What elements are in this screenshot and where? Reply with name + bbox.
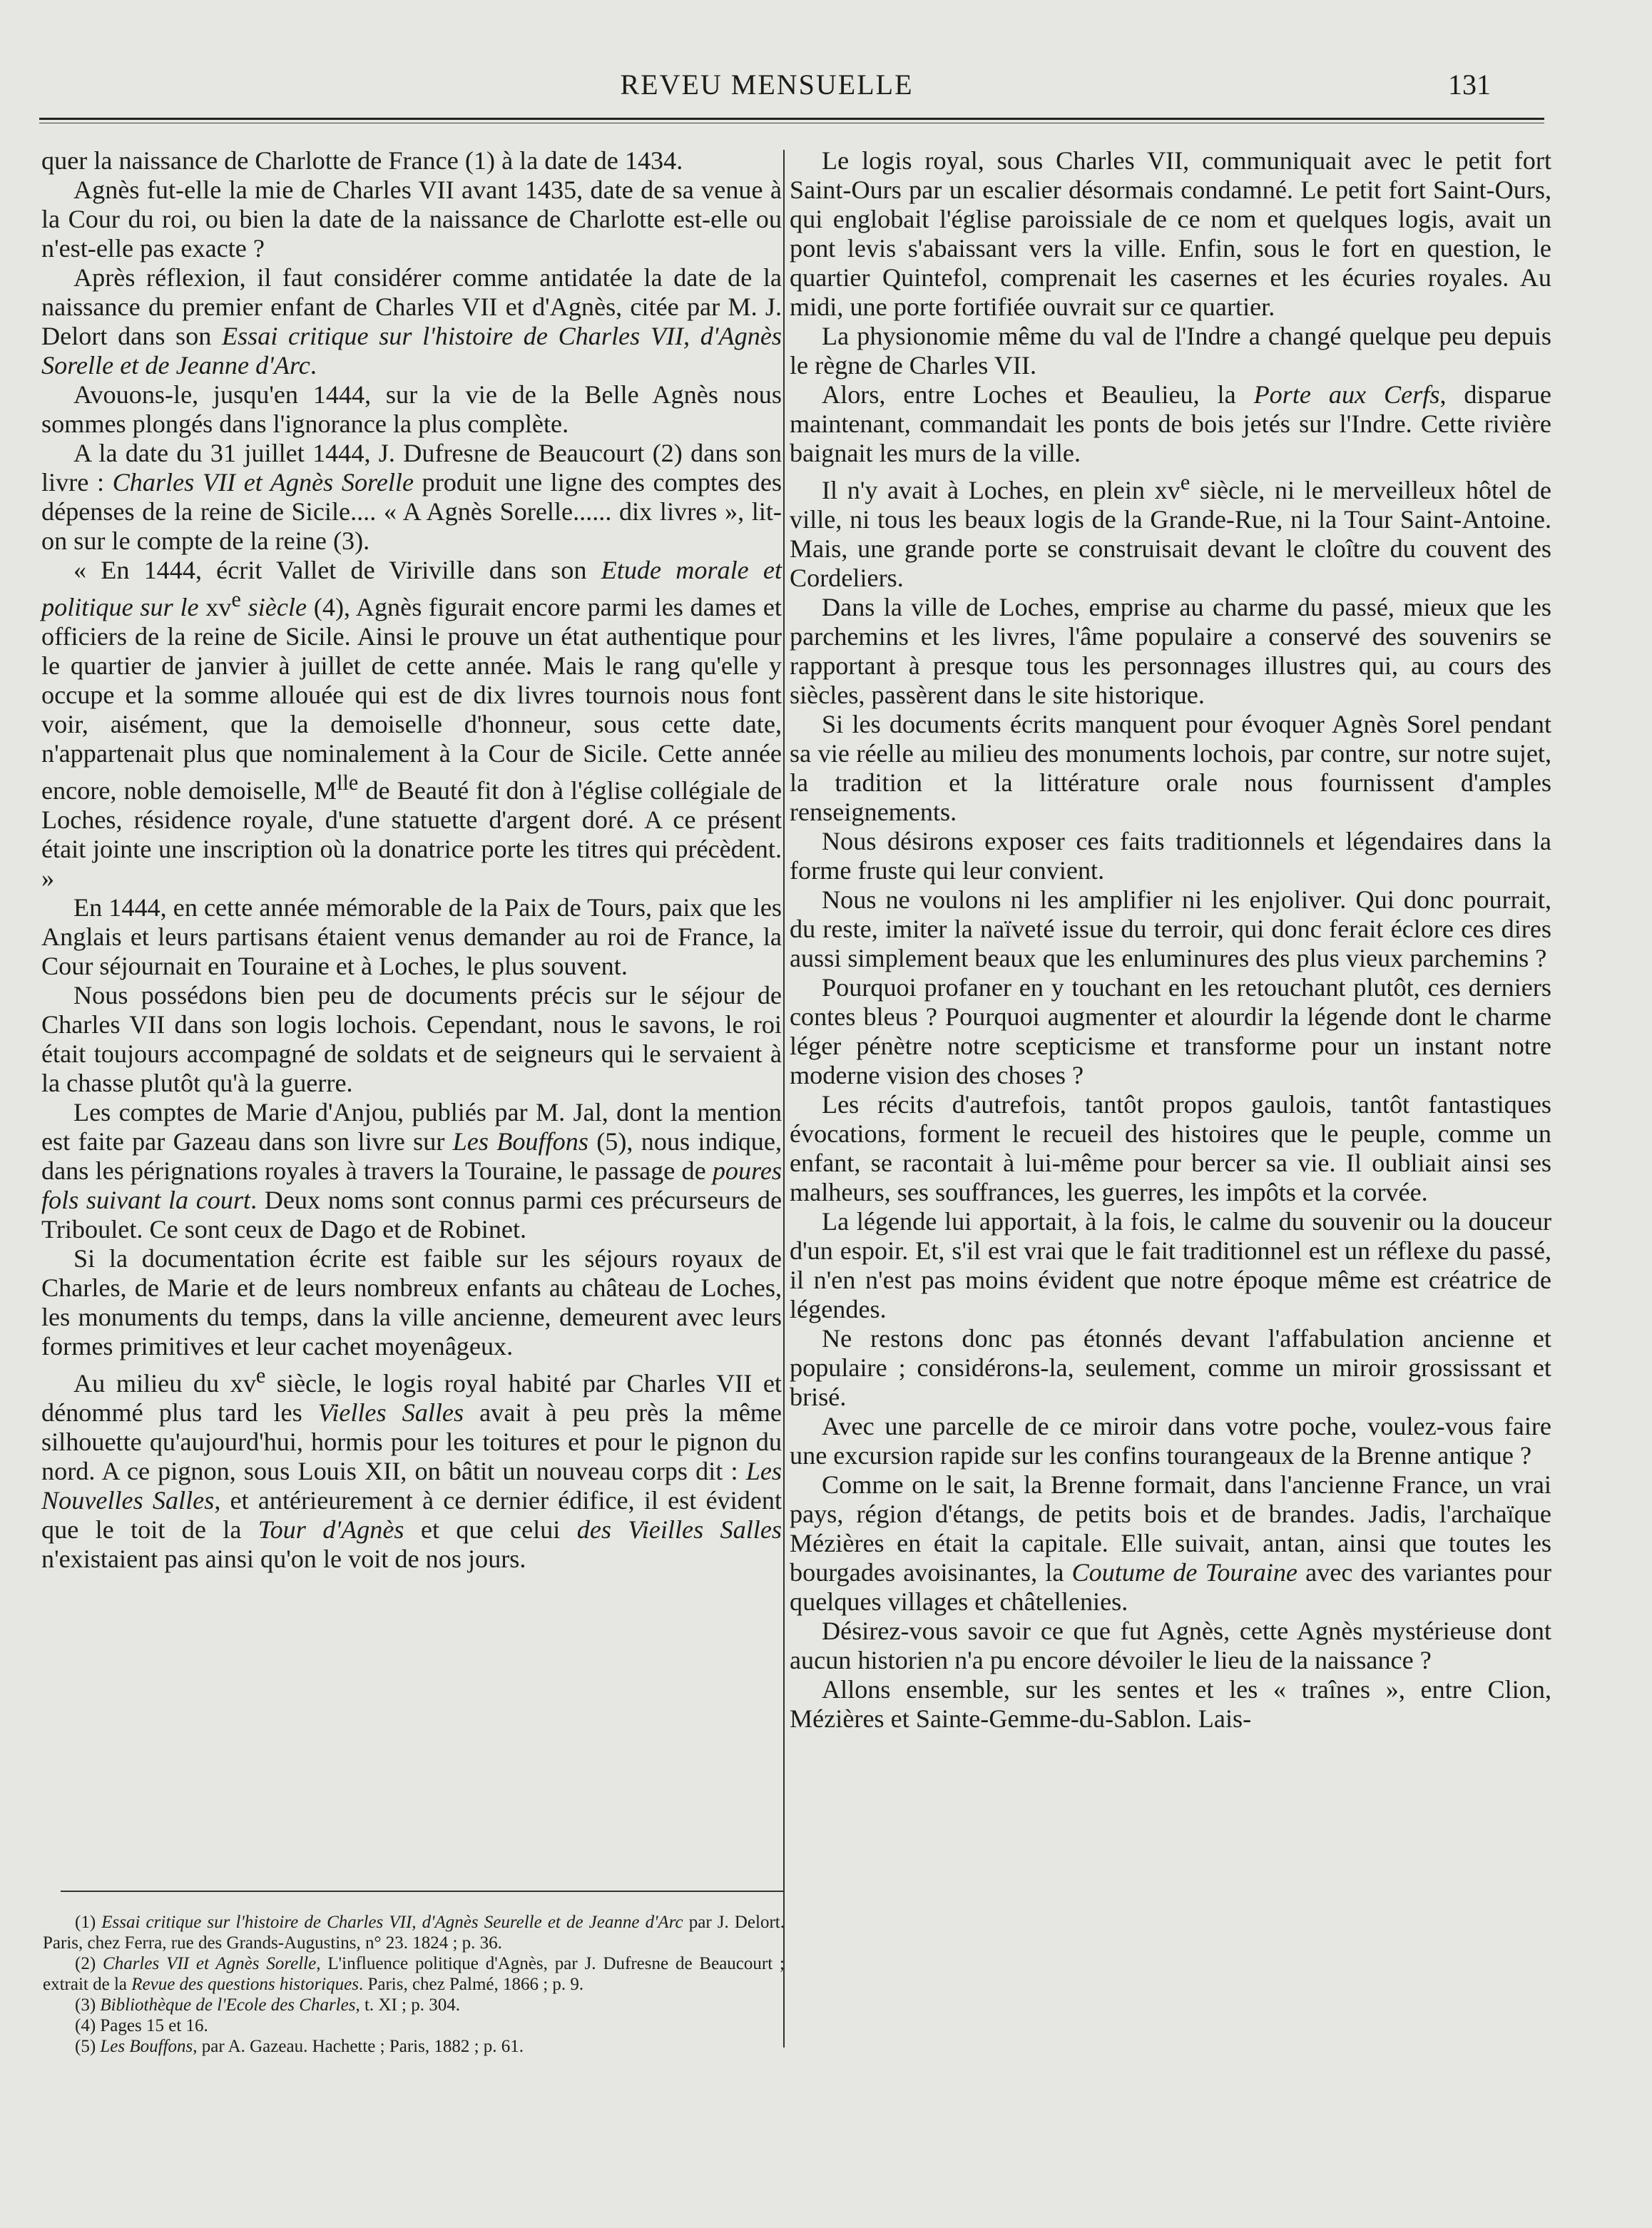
paragraph: Pourquoi profaner en y touchant en les retouchant plutôt, ces derniers contes bleus ? Pourquoi augmenter et alourdir la légende dont le charme léger pénètre notre scepticisme et transforme pour un instant notre moderne vision des choses ?: [790, 973, 1551, 1090]
paragraph: Les comptes de Marie d'Anjou, publiés par M. Jal, dont la mention est faite par Gazeau dans son livre sur Les Bouffons (5), nous indique, dans les pérignations royales à travers la Touraine, le passage de poures fols suivant la court. Deux noms sont connus parmi ces précurseurs de Triboulet. Ce sont ceux de Dago et de Robinet.: [41, 1098, 782, 1244]
column-divider: [783, 150, 785, 2048]
paragraph: Nous ne voulons ni les amplifier ni les enjoliver. Qui donc pourrait, du reste, imiter la naïveté issue du terroir, qui donc ferait éclore ces dires aussi simplement beaux que les enluminures des plus vieux parchemins ?: [790, 885, 1551, 973]
running-header: [43, 68, 1491, 111]
paragraph: La légende lui apportait, à la fois, le calme du souvenir ou la douceur d'un espoir. Et, s'il est vrai que le fait traditionnel est un réflexe du passé, il n'en n'est pas moins évident que notre époque même est créatrice de légendes.: [790, 1207, 1551, 1324]
paragraph: Désirez-vous savoir ce que fut Agnès, cette Agnès mystérieuse dont aucun historien n'a pu encore dévoiler le lieu de la naissance ?: [790, 1617, 1551, 1675]
paragraph: Agnès fut-elle la mie de Charles VII avant 1435, date de sa venue à la Cour du roi, ou bien la date de la naissance de Charlotte est-elle ou n'est-elle pas exacte ?: [41, 176, 782, 263]
footnotes: [43, 1912, 785, 2057]
paragraph: Au milieu du $xv^e$ siècle, le logis royal habité par Charles VII et dénommé plus tard les Vielles Salles avait à peu près la même silhouette qu'aujourd'hui, hormis pour les toitures et pour le pignon du nord. A ce pignon, sous Louis XII, on bâtit un nouveau corps dit : Les Nouvelles Salles, et antérieurement à ce dernier édifice, il est évident que le toit de la Tour d'Agnès et que celui des Vieilles Salles n'existaient pas ainsi qu'on le voit de nos jours.: [41, 1363, 782, 1574]
page-number: 131: [1448, 68, 1491, 101]
paragraph: Dans la ville de Loches, emprise au charme du passé, mieux que les parchemins et les livres, l'âme populaire a conservé des souvenirs se rapportant à presque tous les personnages illustres qui, au cours des siècles, passèrent dans le site historique.: [790, 593, 1551, 710]
paragraph: Avec une parcelle de ce miroir dans votre poche, voulez-vous faire une excursion rapide sur les confins tourangeaux de la Brenne antique ?: [790, 1412, 1551, 1470]
footnote: (1) Essai critique sur l'histoire de Charles VII, d'Agnès Seurelle et de Jeanne d'Arc par J. Delort. Paris, chez Ferra, rue des Grands-Augustins, n° 23. 1824 ; p. 36.: [43, 1913, 785, 1953]
right-column: [790, 146, 1551, 2201]
paragraph: Il n'y avait à Loches, en plein $xv^e$ siècle, ni le merveilleux hôtel de ville, ni tous les beaux logis de la Grande-Rue, ni la Tour Saint-Antoine. Mais, une grande porte se construisait devant le cloître du couvent des Cordeliers.: [790, 470, 1551, 593]
journal-title: REVEU MENSUELLE: [620, 68, 914, 101]
paragraph: Ne restons donc pas étonnés devant l'affabulation ancienne et populaire ; considérons-la, seulement, comme un miroir grossissant et brisé.: [790, 1324, 1551, 1412]
header-rule: [39, 118, 1544, 120]
footnote: (3) Bibliothèque de l'Ecole des Charles, t. XI ; p. 304.: [75, 1995, 460, 2015]
footnote: (5) Les Bouffons, par A. Gazeau. Hachette ; Paris, 1882 ; p. 61.: [75, 2037, 524, 2056]
paragraph: « En 1444, écrit Vallet de Viriville dans son Etude morale et politique sur le $xv^e$ siècle (4), Agnès figurait encore parmi les dames et officiers de la reine de Sicile. Ainsi le prouve un état authentique pour le quartier de janvier à juillet de cette année. Mais le rang qu'elle y occupe et la somme allouée qui est de dix livres tournois nous font voir, aisément, que la demoiselle d'honneur, sous cette date, n'appartenait plus que nominalement à la Cour de Sicile. Cette année encore, noble demoiselle, $M^{lle}$ de Beauté fit don à l'église collégiale de Loches, résidence royale, d'une statuette d'argent doré. A ce présent était jointe une inscription où la donatrice porte les titres qui précèdent. »: [41, 556, 782, 893]
footnote: (2) Charles VII et Agnès Sorelle, L'influence politique d'Agnès, par J. Dufresne de Beaucourt ; extrait de la Revue des questions historiques. Paris, chez Palmé, 1866 ; p. 9.: [43, 1954, 785, 1994]
paragraph: Allons ensemble, sur les sentes et les « traînes », entre Clion, Mézières et Sainte-Gemme-du-Sablon. Lais-: [790, 1675, 1551, 1734]
paragraph: En 1444, en cette année mémorable de la Paix de Tours, paix que les Anglais et leurs partisans étaient venus demander au roi de France, la Cour séjournait en Touraine et à Loches, le plus souvent.: [41, 893, 782, 981]
paragraph: Le logis royal, sous Charles VII, communiquait avec le petit fort Saint-Ours par un escalier désormais condamné. Le petit fort Saint-Ours, qui englobait l'église paroissiale de ce nom et quelques logis, avait un pont levis s'abaissant vers la ville. Enfin, sous le fort en question, le quartier Quintefol, comprenait les casernes et les écuries royales. Au midi, une porte fortifiée ouvrait sur ce quartier.: [790, 146, 1551, 321]
paragraph: Si la documentation écrite est faible sur les séjours royaux de Charles, de Marie et de leurs nombreux enfants au château de Loches, les monuments du temps, dans la ville ancienne, demeurent avec leurs formes primitives et leur cachet moyenâgeux.: [41, 1244, 782, 1361]
paragraph: Avouons-le, jusqu'en 1444, sur la vie de la Belle Agnès nous sommes plongés dans l'ignorance la plus complète.: [41, 380, 782, 438]
paragraph: Comme on le sait, la Brenne formait, dans l'ancienne France, un vrai pays, région d'étangs, de petits bois et de brandes. Jadis, l'archaïque Mézières en était la capitale. Elle suivait, antan, ainsi que toutes les bourgades avoisinantes, la Coutume de Touraine avec des variantes pour quelques villages et châtellenies.: [790, 1470, 1551, 1617]
footnotes-rule: [61, 1891, 785, 1892]
paragraph: La physionomie même du val de l'Indre a changé quelque peu depuis le règne de Charles VII.: [790, 322, 1551, 380]
paragraph: Nous possédons bien peu de documents précis sur le séjour de Charles VII dans son logis lochois. Cependant, nous le savons, le roi était toujours accompagné de soldats et de seigneurs qui le servaient à la chasse plutôt qu'à la guerre.: [41, 981, 782, 1098]
paragraph: Si les documents écrits manquent pour évoquer Agnès Sorel pendant sa vie réelle au milieu des monuments lochois, par contre, sur notre sujet, la tradition et la littérature orale nous fournissent d'amples renseignements.: [790, 710, 1551, 827]
left-column: [41, 146, 782, 1887]
footnote: (4) Pages 15 et 16.: [75, 2016, 208, 2035]
paragraph: A la date du 31 juillet 1444, J. Dufresne de Beaucourt (2) dans son livre : Charles VII et Agnès Sorelle produit une ligne des comptes des dépenses de la reine de Sicile.... « A Agnès Sorelle...... dix livres », lit-on sur le compte de la reine (3).: [41, 439, 782, 555]
paragraph: Les récits d'autrefois, tantôt propos gaulois, tantôt fantastiques évocations, forment le recueil des histoires que le peuple, comme un enfant, se racontait à lui-même pour bercer sa vie. Il oubliait ainsi ses malheurs, ses souffrances, les guerres, les impôts et la corvée.: [790, 1090, 1551, 1207]
paragraph: Après réflexion, il faut considérer comme antidatée la date de la naissance du premier enfant de Charles VII et d'Agnès, citée par M. J. Delort dans son Essai critique sur l'histoire de Charles VII, d'Agnès Sorelle et de Jeanne d'Arc.: [41, 263, 782, 380]
paragraph: Nous désirons exposer ces faits traditionnels et légendaires dans la forme fruste qui leur convient.: [790, 827, 1551, 885]
paragraph: quer la naissance de Charlotte de France (1) à la date de 1434.: [41, 146, 683, 175]
paragraph: Alors, entre Loches et Beaulieu, la Porte aux Cerfs, disparue maintenant, commandait les ponts de bois jetés sur l'Indre. Cette rivière baignait les murs de la ville.: [790, 380, 1551, 467]
